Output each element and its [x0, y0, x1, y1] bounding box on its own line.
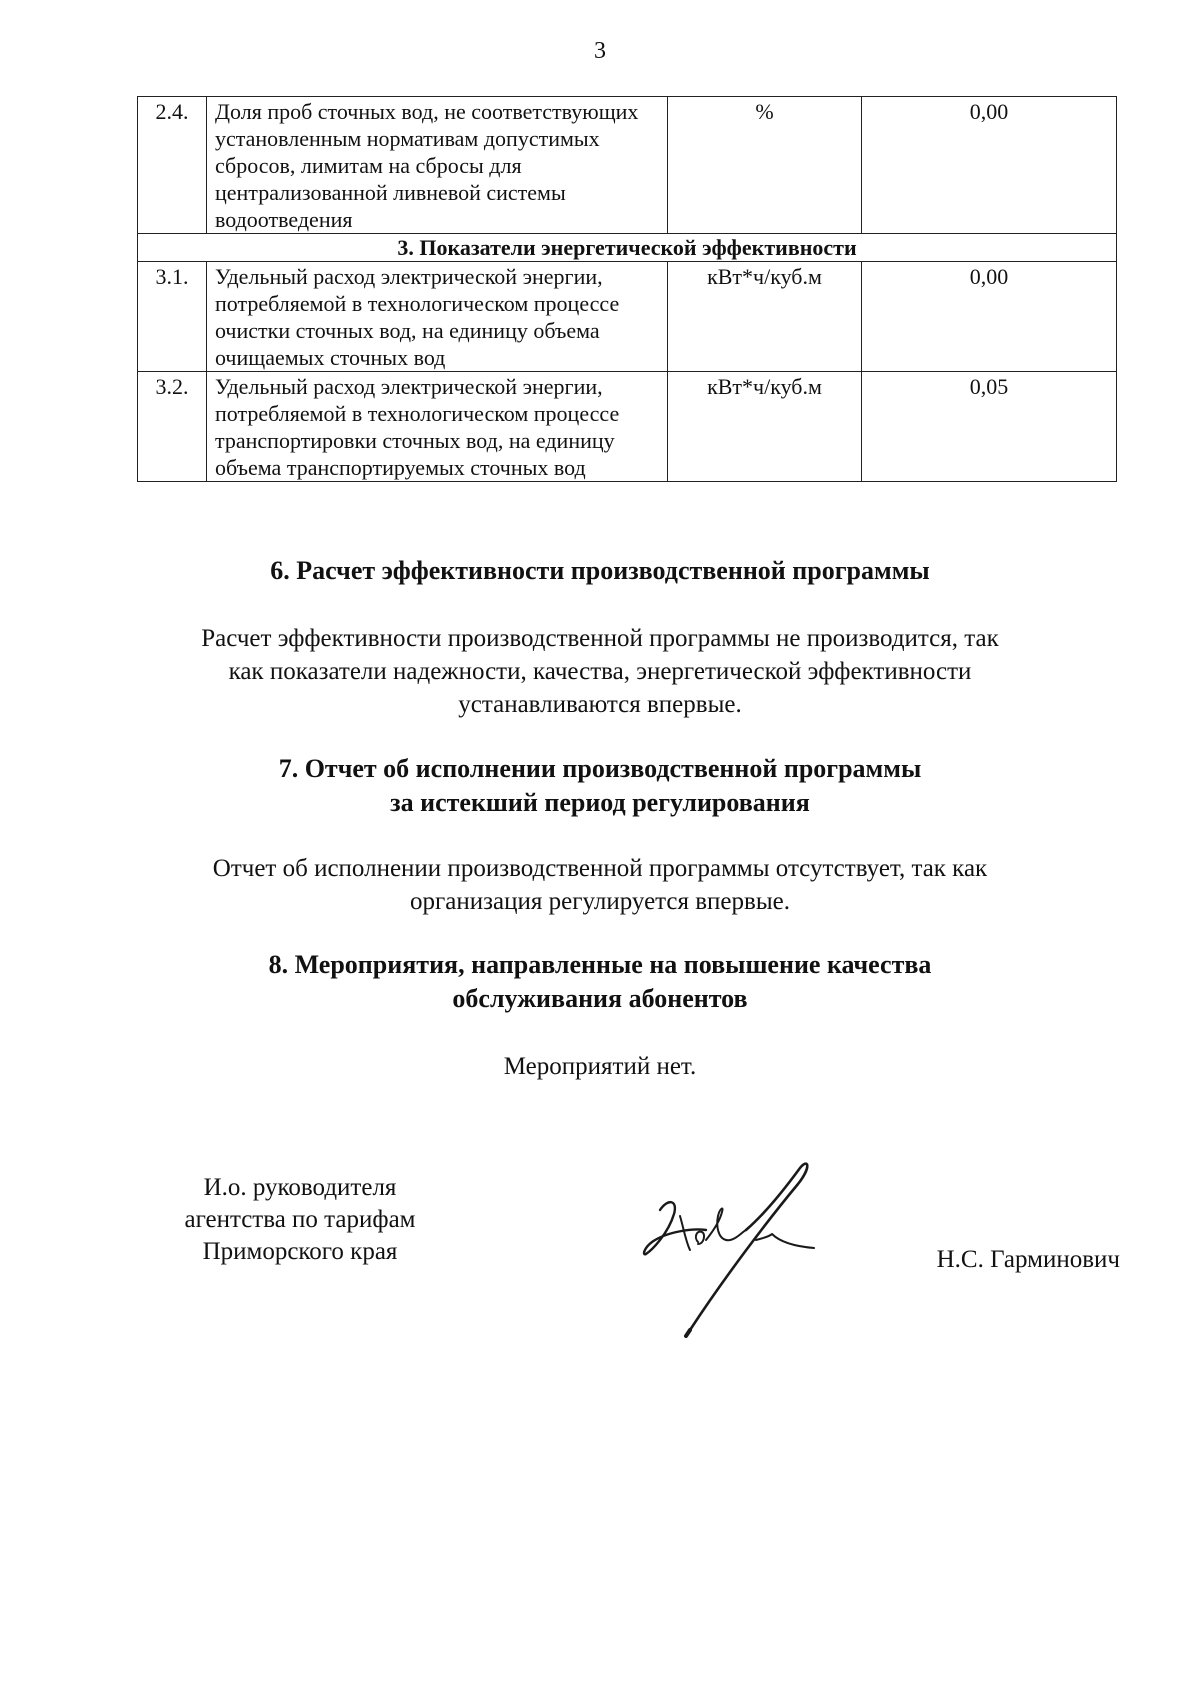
unit-cell: кВт*ч/куб.м [668, 372, 862, 482]
indicator-name: Удельный расход электрической энергии, потребляемой в технологическом процессе транспортировки сточных вод, на единицу объема транспортируемых сточных вод [207, 372, 668, 482]
heading-line: обслуживания абонентов [452, 984, 748, 1013]
value-cell: 0,00 [862, 262, 1117, 372]
heading-line: за истекший период регулирования [390, 788, 810, 817]
section-8-heading [0, 948, 1200, 1016]
table-row [138, 372, 1117, 482]
section-6-heading: 6. Расчет эффективности производственной программы [270, 556, 930, 585]
handwritten-signature [638, 1158, 838, 1338]
text-line: Мероприятий нет. [503, 1053, 697, 1080]
position-line: Приморского края [202, 1238, 398, 1265]
value-cell: 0,05 [862, 372, 1117, 482]
signatory-name: Н.С. Гарминович [936, 1246, 1120, 1273]
heading-line: 7. Отчет об исполнении производственной программы [278, 754, 922, 783]
indicator-name: Доля проб сточных вод, не соответствующих установленным нормативам допустимых сбросов, лимитам на сбросы для централизованной ливневой системы водоотведения [207, 97, 668, 234]
unit-cell: % [668, 97, 862, 234]
page-number: 3 [594, 38, 606, 64]
text-line: Расчет эффективности производственной программы не производится, так [201, 625, 999, 652]
text-line: устанавливаются впервые. [458, 691, 742, 718]
table-row [138, 262, 1117, 372]
text-line: организация регулируется впервые. [410, 888, 790, 915]
section-7-heading [0, 752, 1200, 820]
value-cell: 0,00 [862, 97, 1117, 234]
row-number: 3.2. [138, 372, 207, 482]
position-line: И.о. руководителя [203, 1174, 397, 1201]
row-number: 2.4. [138, 97, 207, 234]
unit-cell: кВт*ч/куб.м [668, 262, 862, 372]
section-7-text [0, 852, 1200, 918]
section-6-text [0, 622, 1200, 721]
section-title: 3. Показатели энергетической эффективности [138, 234, 1117, 262]
signatory-position [150, 1172, 450, 1268]
position-line: агентства по тарифам [184, 1206, 416, 1233]
row-number: 3.1. [138, 262, 207, 372]
table-row [138, 97, 1117, 234]
text-line: Отчет об исполнении производственной программы отсутствует, так как [212, 855, 988, 882]
table-section-row [138, 234, 1117, 262]
indicator-name: Удельный расход электрической энергии, потребляемой в технологическом процессе очистки сточных вод, на единицу объема очищаемых сточных вод [207, 262, 668, 372]
heading-line: 8. Мероприятия, направленные на повышение качества [268, 950, 932, 979]
text-line: как показатели надежности, качества, энергетической эффективности [228, 658, 972, 685]
indicators-table [137, 96, 1117, 482]
section-8-text [0, 1050, 1200, 1083]
